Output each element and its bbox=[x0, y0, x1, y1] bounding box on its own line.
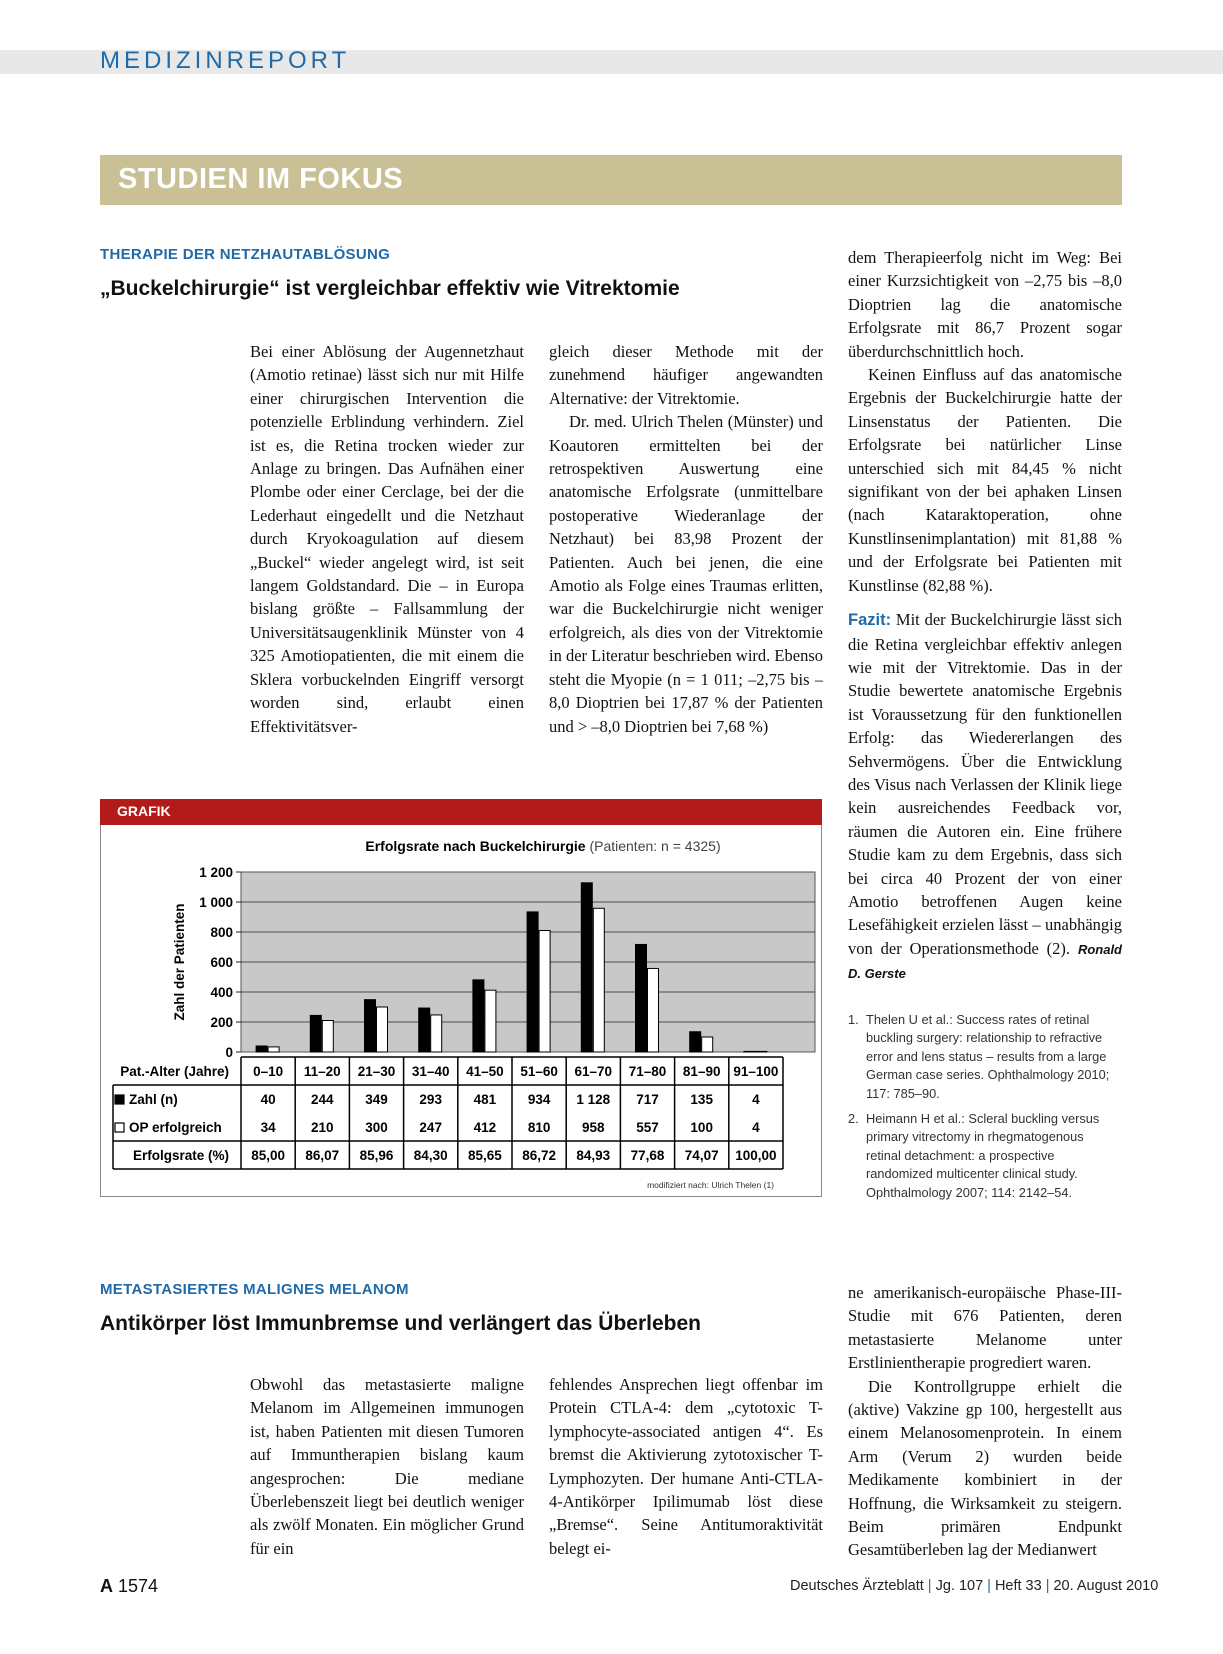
legend-swatch bbox=[115, 1095, 124, 1104]
reference-item bbox=[848, 1011, 1122, 1103]
bar-op-erfolgreich bbox=[756, 1051, 767, 1052]
table-cell: 31–40 bbox=[411, 1064, 450, 1079]
reference-number: 1. bbox=[848, 1012, 859, 1027]
section-label: MEDIZINREPORT bbox=[100, 47, 351, 74]
bar-zahl bbox=[419, 1008, 430, 1052]
reference-list bbox=[848, 1011, 1122, 1209]
table-cell: 85,96 bbox=[359, 1148, 394, 1163]
table-cell: 300 bbox=[365, 1120, 388, 1135]
table-cell: 1 128 bbox=[576, 1092, 611, 1107]
y-tick-label: 0 bbox=[225, 1045, 233, 1060]
table-cell: 958 bbox=[582, 1120, 605, 1135]
reference-number: 2. bbox=[848, 1111, 859, 1127]
bar-op-erfolgreich bbox=[539, 931, 550, 1053]
reference-text: Thelen U et al.: Success rates of retinal buckling surgery: relationship to refractive error and lens status – results from a large German case series. Ophthalmology 2010; 117: 785–90. bbox=[866, 1012, 1110, 1101]
table-cell: 86,07 bbox=[305, 1148, 340, 1163]
reference-item bbox=[848, 1110, 1122, 1202]
journal-issue: Heft 33 bbox=[994, 1578, 1042, 1594]
table-cell: 4 bbox=[752, 1092, 760, 1107]
table-cell: 247 bbox=[419, 1120, 442, 1135]
table-cell: 349 bbox=[365, 1092, 388, 1107]
table-cell: 81–90 bbox=[682, 1064, 721, 1079]
bar-zahl bbox=[256, 1046, 267, 1052]
bar-zahl bbox=[581, 883, 592, 1052]
table-cell: 481 bbox=[473, 1092, 497, 1107]
article1-column-1 bbox=[250, 340, 524, 738]
chart-title: Erfolgsrate nach Buckelchirurgie (Patienten: n = 4325) bbox=[365, 838, 721, 854]
table-cell: 61–70 bbox=[574, 1064, 613, 1079]
table-cell: 40 bbox=[260, 1092, 276, 1107]
bar-zahl bbox=[473, 980, 484, 1052]
journal-volume: Jg. 107 bbox=[935, 1578, 984, 1594]
figure-source: modifiziert nach: Ulrich Thelen (1) bbox=[647, 1180, 774, 1190]
table-row-label: OP erfolgreich bbox=[129, 1120, 222, 1135]
table-cell: 86,72 bbox=[522, 1148, 556, 1163]
table-cell: 293 bbox=[419, 1092, 442, 1107]
fazit-label: Fazit: bbox=[848, 611, 892, 630]
y-axis bbox=[199, 865, 241, 1060]
y-tick-label: 200 bbox=[210, 1015, 233, 1030]
table-cell: 0–10 bbox=[253, 1064, 284, 1079]
y-tick-label: 600 bbox=[210, 955, 233, 970]
journal-footer: Deutsches Ärzteblatt | Jg. 107 | Heft 33 | 20. August 2010 bbox=[790, 1578, 1159, 1594]
paragraph: Bei einer Ablösung der Augennetzhaut (Amotio retinae) lässt sich nur mit Hilfe einer chirurgischen Intervention die potenzielle Erblindung verhindern. Ziel ist es, die Retina trocken wieder zur Anlage zu bringen. Das Aufnähen einer Plombe oder einer Cerclage, bei der die Lederhaut eingedellt und die Netzhaut durch Kryokoagulation auf diesem „Buckel“ wieder angelegt wird, ist seit langem Goldstandard. Die – in Europa bislang größte – Fallsammlung der Universitätsaugenklinik Münster von 4 325 Amotiopatienten, die mit einem die Sklera vorbuckelnden Eingriff versorgt worden sind, erlaubt einen Effektivitätsver- bbox=[250, 342, 524, 736]
paragraph: Keinen Einfluss auf das anatomische Ergebnis der Buckelchirurgie hatte der Linsenstatus der Patienten. Die Erfolgsrate bei natürlicher Linse unterschied sich mit 84,45 % nicht signifikant von der bei aphaken Linsen (nach Kataraktoperation, ohne Kunstlinsenimplantation) mit 81,88 % und der Erfolgsrate bei Patienten mit Kunstlinse (82,88 %). bbox=[848, 365, 1122, 595]
table-cell: 85,65 bbox=[468, 1148, 502, 1163]
table-cell: 810 bbox=[527, 1120, 551, 1135]
table-cell: 51–60 bbox=[520, 1064, 558, 1079]
table-cell: 717 bbox=[636, 1092, 659, 1107]
bar-op-erfolgreich bbox=[593, 908, 604, 1052]
figure-header bbox=[100, 799, 822, 825]
article2-headline: Antikörper löst Immunbremse und verlängert das Überleben bbox=[100, 1312, 701, 1335]
table-cell: 135 bbox=[690, 1092, 713, 1107]
reference-text: Heimann H et al.: Scleral buckling versus primary vitrectomy in rhegmatogenous retinal detachment: a prospective randomized multicenter clinical study. Ophthalmology 2007; 114: 2142–54. bbox=[866, 1111, 1100, 1200]
article2-kicker: METASTASIERTES MALIGNES MELANOM bbox=[100, 1281, 409, 1298]
y-tick-label: 800 bbox=[210, 925, 233, 940]
paragraph: ne amerikanisch-europäische Phase-III-Studie mit 676 Patienten, deren metastasierte Melanome unter Erstlinientherapie progrediert waren. bbox=[848, 1283, 1122, 1373]
table-cell: 412 bbox=[473, 1120, 497, 1135]
table-cell: 557 bbox=[636, 1120, 659, 1135]
figure-box bbox=[100, 825, 822, 1197]
table-cell: 4 bbox=[752, 1120, 760, 1135]
table-row-label: Zahl (n) bbox=[129, 1092, 178, 1107]
table-cell: 34 bbox=[260, 1120, 276, 1135]
legend-swatch bbox=[115, 1123, 124, 1132]
bar-zahl bbox=[365, 1000, 376, 1052]
table-cell: 71–80 bbox=[628, 1064, 667, 1079]
bar-op-erfolgreich bbox=[648, 968, 659, 1052]
paragraph: gleich dieser Methode mit der zunehmend häufiger angewandten Alternative: der Vitrektomie. bbox=[549, 342, 823, 408]
article2-column-3 bbox=[848, 1281, 1122, 1562]
table-cell: 100,00 bbox=[735, 1148, 777, 1163]
table-cell: 77,68 bbox=[630, 1148, 665, 1163]
bar-zahl bbox=[310, 1015, 321, 1052]
paragraph: Die Kontrollgruppe erhielt die (aktive) Vakzine gp 100, hergestellt aus einem Melanosomenprotein. In einem Arm (Verum 2) wurden beide Medikamente kombiniert in der Hoffnung, die Wirksamkeit zu steigern. Beim primären Endpunkt Gesamtüberleben lag der Medianwert bbox=[848, 1376, 1122, 1560]
bar-zahl bbox=[744, 1051, 755, 1052]
article2-column-1 bbox=[250, 1373, 524, 1560]
paragraph: fehlendes Ansprechen liegt offenbar im Protein CTLA-4: dem „cytotoxic T-lymphocyte-associated antigen 4“. Es bremst die Aktivierung zytotoxischer T-Lymphozyten. Der humane Anti-CTLA-4-Antikörper Ipilimumab löst diese „Bremse“. Seine Antitumoraktivität belegt ei- bbox=[549, 1375, 823, 1558]
bar-chart bbox=[101, 825, 821, 1196]
bar-op-erfolgreich bbox=[431, 1015, 442, 1052]
paragraph: dem Therapieerfolg nicht im Weg: Bei einer Kurzsichtigkeit von –2,75 bis –8,0 Dioptrien lag die anatomische Erfolgsrate mit 86,7 Prozent sogar überdurchschnittlich hoch. bbox=[848, 248, 1122, 361]
table-cell: 84,93 bbox=[576, 1148, 611, 1163]
table-cell: 11–20 bbox=[303, 1064, 341, 1079]
fazit-paragraph bbox=[848, 608, 1122, 986]
author-name: Ronald D. Gerste bbox=[848, 941, 1122, 982]
paragraph: Obwohl das metastasierte maligne Melanom im Allgemeinen immunogen ist, haben Patienten mit diesen Tumoren auf Immuntherapien bislang kaum angesprochen: Die mediane Überlebenszeit liegt bei deutlich weniger als zwölf Monaten. Ein möglicher Grund für ein bbox=[250, 1375, 524, 1558]
table-cell: 21–30 bbox=[357, 1064, 396, 1079]
bar-zahl bbox=[527, 912, 538, 1052]
bar-op-erfolgreich bbox=[485, 990, 496, 1052]
article1-column-3 bbox=[848, 246, 1122, 986]
bar-zahl bbox=[636, 944, 647, 1052]
table-cell: 41–50 bbox=[466, 1064, 504, 1079]
table-cell: 210 bbox=[311, 1120, 334, 1135]
y-axis-label: Zahl der Patienten bbox=[172, 903, 187, 1021]
journal-date: 20. August 2010 bbox=[1053, 1578, 1159, 1594]
table-cell: 74,07 bbox=[684, 1148, 719, 1163]
table-row-label: Erfolgsrate (%) bbox=[132, 1148, 229, 1163]
table-row-label: Pat.-Alter (Jahre) bbox=[120, 1064, 229, 1079]
table-cell: 91–100 bbox=[733, 1064, 779, 1079]
table-cell: 100 bbox=[690, 1120, 713, 1135]
figure-label: GRAFIK bbox=[117, 803, 171, 819]
y-tick-label: 1 200 bbox=[199, 865, 233, 880]
article1-headline: „Buckelchirurgie“ ist vergleichbar effektiv wie Vitrektomie bbox=[100, 277, 680, 300]
table-cell: 244 bbox=[311, 1092, 334, 1107]
article1-column-2 bbox=[549, 340, 823, 738]
y-tick-label: 1 000 bbox=[199, 895, 233, 910]
table-cell: 85,00 bbox=[251, 1148, 285, 1163]
bar-op-erfolgreich bbox=[322, 1021, 333, 1053]
data-table bbox=[113, 1057, 783, 1169]
fazit-text: Mit der Buckelchirurgie lässt sich die Retina vergleichbar effektiv anlegen wie mit der Vitrektomie. Das in der Studie bewertete anatomische Ergebnis ist Voraussetzung für den funktionellen Erfolg: das Wiedererlangen des Sehvermögens. Über die Entwicklung des Visus nach Verlassen der Klinik liege kein ausreichendes Feedback vor, räumen die Autoren ein. Eine frühere Studie kam zu dem Ergebnis, dass sich bei circa 40 Prozent der von einer Amotio betroffenen Augen keine Lesefähigkeit erzielen lässt – unabhängig von der Operationsmethode (2). bbox=[848, 610, 1122, 958]
article2-column-2 bbox=[549, 1373, 823, 1560]
table-cell: 84,30 bbox=[413, 1148, 448, 1163]
page-number: A 1574 bbox=[100, 1576, 159, 1596]
bar-op-erfolgreich bbox=[702, 1037, 713, 1052]
banner bbox=[100, 155, 1122, 205]
y-tick-label: 400 bbox=[210, 985, 233, 1000]
bar-op-erfolgreich bbox=[377, 1007, 388, 1052]
journal-name: Deutsches Ärzteblatt bbox=[790, 1578, 924, 1594]
article1-kicker: THERAPIE DER NETZHAUTABLÖSUNG bbox=[100, 246, 391, 263]
paragraph: Dr. med. Ulrich Thelen (Münster) und Koautoren ermittelten bei der retrospektiven Auswertung eine anatomische Erfolgsrate (unmittelbare postoperative Wiederanlage der Netzhaut) bei 83,98 Prozent der Patienten. Auch bei jenen, die eine Amotio als Folge eines Traumas erlitten, war die Buckelchirurgie nicht weniger erfolgreich, als dies von der Vitrektomie in der Literatur beschrieben wird. Ebenso steht die Myopie (n = 1 011; –2,75 bis –8,0 Dioptrien bei 17,87 % der Patienten und > –8,0 Dioptrien bei 7,68 %) bbox=[549, 412, 823, 736]
table-cell: 934 bbox=[527, 1092, 551, 1107]
bar-op-erfolgreich bbox=[268, 1047, 279, 1052]
banner-title: STUDIEN IM FOKUS bbox=[118, 163, 404, 195]
bar-zahl bbox=[690, 1032, 701, 1052]
